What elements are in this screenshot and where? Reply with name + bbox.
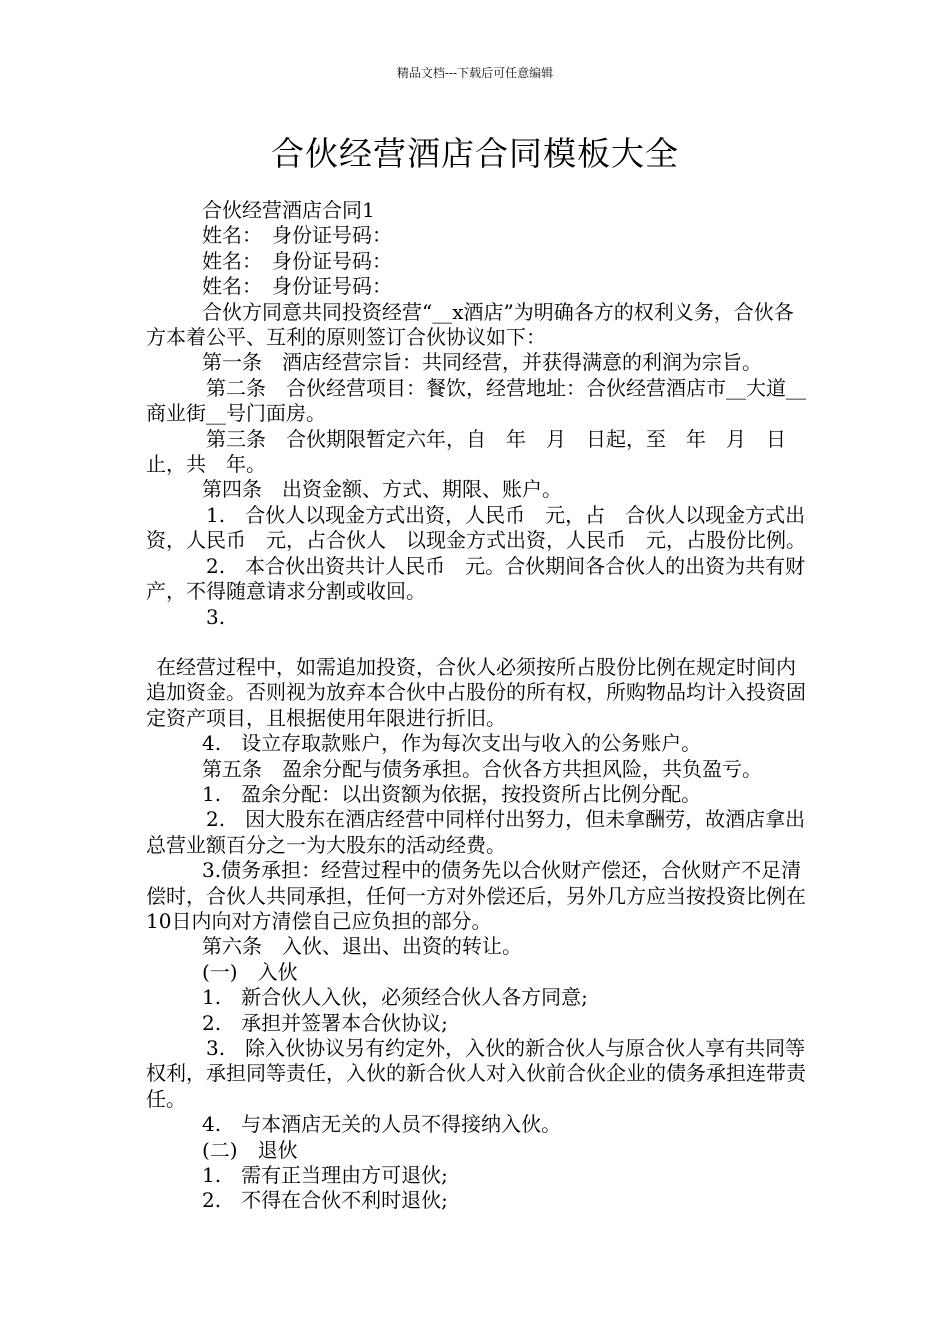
party-line-3: 姓名： 身份证号码： <box>202 274 392 299</box>
document-title: 合伙经营酒店合同模板大全 <box>271 134 679 173</box>
article-5-item-2: 2. 因大股东在酒店经营中同样付出努力，但未拿酬劳，故酒店拿出总营业额百分之一为大股东的活动经费。 <box>146 807 806 857</box>
party-line-2: 姓名： 身份证号码： <box>202 248 392 273</box>
article-4-item-1: 1. 合伙人以现金方式出资，人民币 元，占 合伙人以现金方式出资，人民币 元，占合伙人 以现金方式出资，人民币 元，占股份比例。 <box>146 502 806 553</box>
section-withdrawal: (二) 退伙 <box>202 1137 298 1162</box>
article-5: 第五条 盈余分配与债务承担。合伙各方共担风险，共负盈亏。 <box>202 756 762 781</box>
contract-heading: 合伙经营酒店合同1 <box>202 198 375 222</box>
admission-item-3: 3. 除入伙协议另有约定外，入伙的新合伙人与原合伙人享有共同等权利，承担同等责任，入伙的新合伙人对入伙前合伙企业的债务承担连带责任。 <box>146 1036 806 1111</box>
admission-item-4: 4. 与本酒店无关的人员不得接纳入伙。 <box>202 1112 562 1137</box>
header-note: 精品文档---下载后可任意编辑 <box>396 66 554 80</box>
article-4: 第四条 出资金额、方式、期限、账户。 <box>202 477 562 502</box>
section-admission: (一) 入伙 <box>202 959 298 984</box>
article-6: 第六条 入伙、退出、出资的转让。 <box>202 934 522 959</box>
withdrawal-item-2: 2. 不得在合伙不利时退伙; <box>202 1188 448 1213</box>
article-5-item-3: 3.债务承担：经营过程中的债务先以合伙财产偿还，合伙财产不足清偿时，合伙人共同承担，任何一方对外偿还后，另外几方应当按投资比例在10日内向对方清偿自己应负担的部分。 <box>146 858 806 933</box>
article-1: 第一条 酒店经营宗旨：共同经营，并获得满意的利润为宗旨。 <box>202 350 762 375</box>
admission-item-2: 2. 承担并签署本合伙协议; <box>202 1010 448 1035</box>
article-4-item-3-text: 在经营过程中，如需追加投资，合伙人必须按所占股份比例在规定时间内追加资金。否则视为放弃本合伙中占股份的所有权，所购物品均计入投资固定资产项目，且根据使用年限进行折旧。 <box>146 654 806 730</box>
party-line-1: 姓名： 身份证号码： <box>202 223 392 248</box>
preamble-paragraph: 合伙方同意共同投资经营“__x酒店”为明确各方的权利义务，合伙各方本着公平、互利的原则签订合伙协议如下： <box>146 299 794 350</box>
admission-item-1: 1. 新合伙人入伙，必须经合伙人各方同意; <box>202 985 588 1010</box>
paragraph-gap <box>146 630 806 655</box>
article-4-item-4: 4. 设立存取款账户，作为每次支出与收入的公务账户。 <box>202 731 702 756</box>
article-4-item-2: 2. 本合伙出资共计人民币 元。合伙期间各合伙人的出资为共有财产，不得随意请求分割或收回。 <box>146 553 806 604</box>
article-3: 第三条 合伙期限暂定六年，自 年 月 日起，至 年 月 日止，共 年。 <box>146 426 786 477</box>
article-5-item-1: 1. 盈余分配：以出资额为依据，按投资所占比例分配。 <box>202 781 702 806</box>
document-body <box>146 198 806 1214</box>
article-2: 第二条 合伙经营项目：餐饮，经营地址：合伙经营酒店市__大道__商业街__号门面房。 <box>146 375 806 426</box>
article-4-item-3-label: 3. <box>206 604 226 629</box>
withdrawal-item-1: 1. 需有正当理由方可退伙; <box>202 1163 448 1188</box>
